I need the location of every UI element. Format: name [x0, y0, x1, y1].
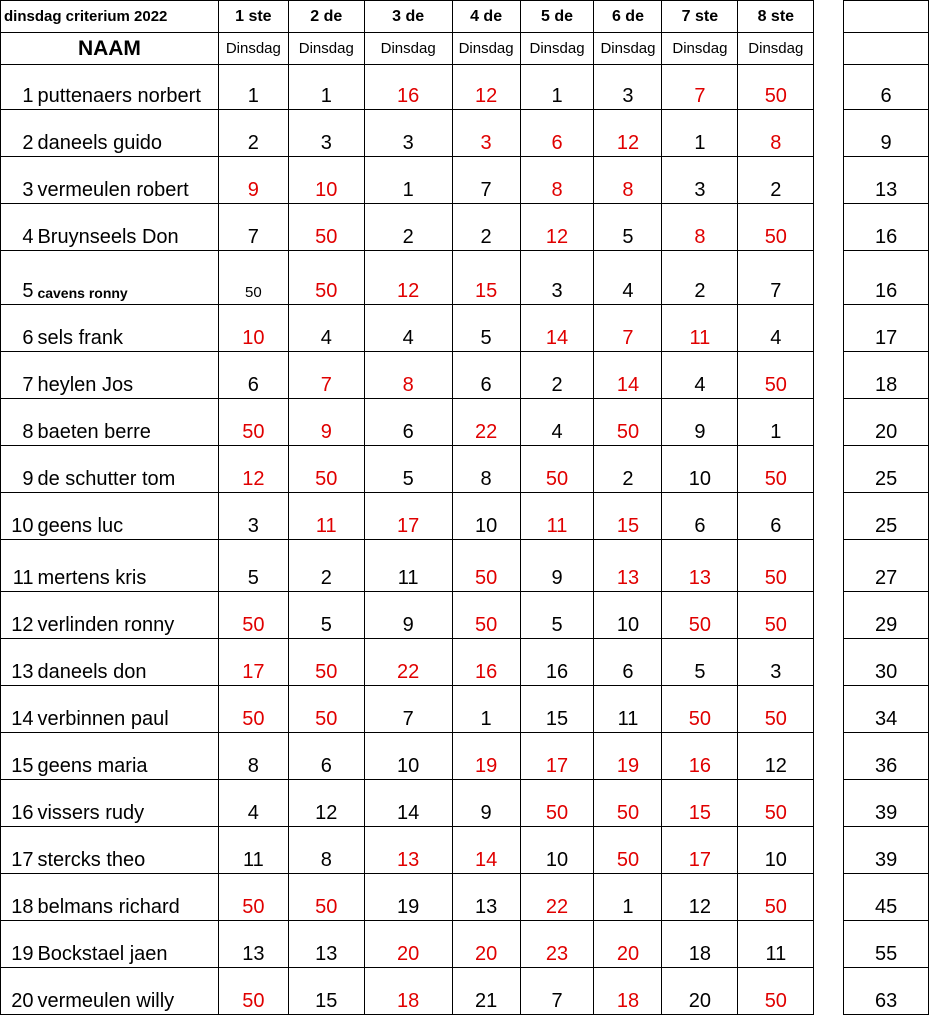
- day-header-4: Dinsdag: [452, 33, 520, 65]
- player-name[interactable]: daneels don: [34, 639, 218, 686]
- score-round-8[interactable]: 50: [738, 780, 814, 827]
- score-round-5[interactable]: 10: [520, 827, 594, 874]
- score-round-6[interactable]: 19: [594, 733, 662, 780]
- player-name[interactable]: belmans richard: [34, 874, 218, 921]
- score-round-6[interactable]: 1: [594, 874, 662, 921]
- rank-number[interactable]: 4: [1, 204, 35, 251]
- score-round-2[interactable]: 7: [288, 352, 364, 399]
- score-round-2[interactable]: 2: [288, 540, 364, 592]
- score-round-4[interactable]: 15: [452, 251, 520, 305]
- score-round-2[interactable]: 15: [288, 968, 364, 1015]
- rank-number[interactable]: 1: [1, 65, 35, 110]
- table-row: [1, 780, 929, 827]
- score-round-6[interactable]: 6: [594, 639, 662, 686]
- spacer-cell: [814, 33, 844, 65]
- spacer-cell: [814, 639, 844, 686]
- table-row: [1, 540, 929, 592]
- score-round-5[interactable]: 6: [520, 110, 594, 157]
- rank-number[interactable]: 10: [1, 493, 35, 540]
- rank-number[interactable]: 18: [1, 874, 35, 921]
- total-score[interactable]: 25: [844, 493, 929, 540]
- spacer-cell: [814, 157, 844, 204]
- score-round-2[interactable]: 50: [288, 686, 364, 733]
- score-round-2[interactable]: 13: [288, 921, 364, 968]
- score-round-4[interactable]: 3: [452, 110, 520, 157]
- score-round-3[interactable]: 17: [364, 493, 452, 540]
- score-round-7[interactable]: 5: [662, 639, 738, 686]
- score-round-2[interactable]: 9: [288, 399, 364, 446]
- total-score[interactable]: 6: [844, 65, 929, 110]
- rank-number[interactable]: 19: [1, 921, 35, 968]
- score-round-3[interactable]: 10: [364, 733, 452, 780]
- score-round-4[interactable]: 14: [452, 827, 520, 874]
- round-header-2: 2 de: [288, 1, 364, 33]
- rank-number[interactable]: 12: [1, 592, 35, 639]
- score-round-3[interactable]: 5: [364, 446, 452, 493]
- score-round-1[interactable]: 12: [218, 446, 288, 493]
- player-name[interactable]: Bruynseels Don: [34, 204, 218, 251]
- round-header-7: 7 ste: [662, 1, 738, 33]
- score-round-8[interactable]: 3: [738, 639, 814, 686]
- total-score[interactable]: 34: [844, 686, 929, 733]
- score-round-2[interactable]: 8: [288, 827, 364, 874]
- day-header-6: Dinsdag: [594, 33, 662, 65]
- score-round-1[interactable]: 13: [218, 921, 288, 968]
- score-round-1[interactable]: 2: [218, 110, 288, 157]
- score-round-6[interactable]: 18: [594, 968, 662, 1015]
- score-round-6[interactable]: 50: [594, 399, 662, 446]
- player-name[interactable]: puttenaers norbert: [34, 65, 218, 110]
- score-round-8[interactable]: 10: [738, 827, 814, 874]
- rank-number[interactable]: 15: [1, 733, 35, 780]
- score-round-5[interactable]: 17: [520, 733, 594, 780]
- score-round-1[interactable]: 50: [218, 968, 288, 1015]
- score-round-2[interactable]: 50: [288, 251, 364, 305]
- score-round-1[interactable]: 50: [218, 686, 288, 733]
- score-round-5[interactable]: 9: [520, 540, 594, 592]
- table-row: [1, 686, 929, 733]
- score-round-8[interactable]: 50: [738, 874, 814, 921]
- score-round-7[interactable]: 4: [662, 352, 738, 399]
- score-round-5[interactable]: 50: [520, 780, 594, 827]
- score-round-5[interactable]: 22: [520, 874, 594, 921]
- score-round-7[interactable]: 11: [662, 305, 738, 352]
- player-name[interactable]: vermeulen willy: [34, 968, 218, 1015]
- score-round-6[interactable]: 2: [594, 446, 662, 493]
- total-score[interactable]: 39: [844, 827, 929, 874]
- table-row: [1, 874, 929, 921]
- total-score[interactable]: 30: [844, 639, 929, 686]
- rank-number[interactable]: 20: [1, 968, 35, 1015]
- score-round-6[interactable]: 50: [594, 780, 662, 827]
- spacer-cell: [814, 305, 844, 352]
- sheet-title: dinsdag criterium 2022: [1, 1, 219, 33]
- rank-number[interactable]: 11: [1, 540, 35, 592]
- player-name[interactable]: verbinnen paul: [34, 686, 218, 733]
- total-score[interactable]: 25: [844, 446, 929, 493]
- score-round-4[interactable]: 50: [452, 592, 520, 639]
- rank-number[interactable]: 3: [1, 157, 35, 204]
- score-round-5[interactable]: 50: [520, 446, 594, 493]
- table-row: [1, 592, 929, 639]
- score-round-8[interactable]: 11: [738, 921, 814, 968]
- player-name[interactable]: baeten berre: [34, 399, 218, 446]
- score-round-2[interactable]: 50: [288, 204, 364, 251]
- rank-number[interactable]: 7: [1, 352, 35, 399]
- score-round-3[interactable]: 1: [364, 157, 452, 204]
- score-round-7[interactable]: 50: [662, 592, 738, 639]
- score-round-4[interactable]: 19: [452, 733, 520, 780]
- rank-number[interactable]: 9: [1, 446, 35, 493]
- score-round-1[interactable]: 17: [218, 639, 288, 686]
- score-round-8[interactable]: 1: [738, 399, 814, 446]
- score-round-1[interactable]: 11: [218, 827, 288, 874]
- score-round-6[interactable]: 20: [594, 921, 662, 968]
- day-header-1: Dinsdag: [218, 33, 288, 65]
- score-round-2[interactable]: 5: [288, 592, 364, 639]
- score-round-3[interactable]: 4: [364, 305, 452, 352]
- player-name[interactable]: geens luc: [34, 493, 218, 540]
- score-round-5[interactable]: 8: [520, 157, 594, 204]
- score-round-8[interactable]: 50: [738, 968, 814, 1015]
- score-round-7[interactable]: 20: [662, 968, 738, 1015]
- score-round-3[interactable]: 2: [364, 204, 452, 251]
- rank-number[interactable]: 17: [1, 827, 35, 874]
- score-round-2[interactable]: 12: [288, 780, 364, 827]
- score-round-5[interactable]: 11: [520, 493, 594, 540]
- score-round-1[interactable]: 8: [218, 733, 288, 780]
- table-row: [1, 157, 929, 204]
- total-score[interactable]: 9: [844, 110, 929, 157]
- rank-number[interactable]: 13: [1, 639, 35, 686]
- table-row: [1, 493, 929, 540]
- spacer-cell: [814, 921, 844, 968]
- score-round-8[interactable]: 50: [738, 446, 814, 493]
- score-round-5[interactable]: 1: [520, 65, 594, 110]
- spacer-cell: [814, 827, 844, 874]
- score-round-2[interactable]: 3: [288, 110, 364, 157]
- score-round-2[interactable]: 50: [288, 874, 364, 921]
- score-round-3[interactable]: 22: [364, 639, 452, 686]
- spacer-cell: [814, 110, 844, 157]
- table-row: [1, 399, 929, 446]
- table-row: [1, 446, 929, 493]
- score-round-4[interactable]: 2: [452, 204, 520, 251]
- rank-number[interactable]: 2: [1, 110, 35, 157]
- score-round-5[interactable]: 16: [520, 639, 594, 686]
- score-round-7[interactable]: 3: [662, 157, 738, 204]
- total-score[interactable]: 63: [844, 968, 929, 1015]
- score-round-5[interactable]: 12: [520, 204, 594, 251]
- score-round-7[interactable]: 13: [662, 540, 738, 592]
- table-row: [1, 639, 929, 686]
- rank-number[interactable]: 6: [1, 305, 35, 352]
- player-name[interactable]: sels frank: [34, 305, 218, 352]
- table-row: [1, 352, 929, 399]
- round-header-5: 5 de: [520, 1, 594, 33]
- score-round-3[interactable]: 18: [364, 968, 452, 1015]
- total-score[interactable]: 55: [844, 921, 929, 968]
- score-round-5[interactable]: 2: [520, 352, 594, 399]
- score-round-3[interactable]: 19: [364, 874, 452, 921]
- score-round-3[interactable]: 9: [364, 592, 452, 639]
- player-name[interactable]: de schutter tom: [34, 446, 218, 493]
- score-round-3[interactable]: 3: [364, 110, 452, 157]
- score-round-7[interactable]: 15: [662, 780, 738, 827]
- score-round-6[interactable]: 4: [594, 251, 662, 305]
- score-round-2[interactable]: 1: [288, 65, 364, 110]
- total-score[interactable]: 20: [844, 399, 929, 446]
- day-header-5: Dinsdag: [520, 33, 594, 65]
- score-round-6[interactable]: 12: [594, 110, 662, 157]
- score-round-3[interactable]: 6: [364, 399, 452, 446]
- score-round-4[interactable]: 13: [452, 874, 520, 921]
- score-round-2[interactable]: 10: [288, 157, 364, 204]
- score-round-1[interactable]: 9: [218, 157, 288, 204]
- table-row: [1, 110, 929, 157]
- table-row: [1, 827, 929, 874]
- day-header-3: Dinsdag: [364, 33, 452, 65]
- total-header: [844, 1, 929, 33]
- spacer-cell: [814, 592, 844, 639]
- score-round-3[interactable]: 20: [364, 921, 452, 968]
- score-round-1[interactable]: 4: [218, 780, 288, 827]
- player-name[interactable]: verlinden ronny: [34, 592, 218, 639]
- score-round-4[interactable]: 8: [452, 446, 520, 493]
- score-round-1[interactable]: 50: [218, 399, 288, 446]
- spacer-cell: [814, 446, 844, 493]
- score-round-8[interactable]: 6: [738, 493, 814, 540]
- score-round-3[interactable]: 13: [364, 827, 452, 874]
- score-round-5[interactable]: 15: [520, 686, 594, 733]
- player-name[interactable]: mertens kris: [34, 540, 218, 592]
- table-row: [1, 251, 929, 305]
- score-round-1[interactable]: 5: [218, 540, 288, 592]
- spacer-cell: [814, 493, 844, 540]
- total-score[interactable]: 16: [844, 204, 929, 251]
- table-row: [1, 733, 929, 780]
- player-name[interactable]: Bockstael jaen: [34, 921, 218, 968]
- spacer-cell: [814, 780, 844, 827]
- day-header-2: Dinsdag: [288, 33, 364, 65]
- score-round-2[interactable]: 4: [288, 305, 364, 352]
- score-round-5[interactable]: 7: [520, 968, 594, 1015]
- score-round-3[interactable]: 16: [364, 65, 452, 110]
- score-round-8[interactable]: 8: [738, 110, 814, 157]
- header-row-days: [1, 33, 929, 65]
- spacer-cell: [814, 540, 844, 592]
- score-round-2[interactable]: 11: [288, 493, 364, 540]
- score-round-4[interactable]: 10: [452, 493, 520, 540]
- score-round-7[interactable]: 50: [662, 686, 738, 733]
- rank-number[interactable]: 8: [1, 399, 35, 446]
- score-round-7[interactable]: 10: [662, 446, 738, 493]
- score-round-4[interactable]: 16: [452, 639, 520, 686]
- score-round-1[interactable]: 7: [218, 204, 288, 251]
- score-round-6[interactable]: 15: [594, 493, 662, 540]
- score-round-4[interactable]: 6: [452, 352, 520, 399]
- score-round-8[interactable]: 50: [738, 686, 814, 733]
- score-round-2[interactable]: 50: [288, 446, 364, 493]
- score-round-8[interactable]: 50: [738, 204, 814, 251]
- round-header-6: 6 de: [594, 1, 662, 33]
- table-row: [1, 204, 929, 251]
- score-round-6[interactable]: 8: [594, 157, 662, 204]
- spacer-cell: [814, 251, 844, 305]
- score-round-8[interactable]: 50: [738, 592, 814, 639]
- naam-header: NAAM: [1, 33, 219, 65]
- total-score[interactable]: 29: [844, 592, 929, 639]
- day-header-7: Dinsdag: [662, 33, 738, 65]
- score-round-6[interactable]: 3: [594, 65, 662, 110]
- player-name[interactable]: vissers rudy: [34, 780, 218, 827]
- score-round-7[interactable]: 8: [662, 204, 738, 251]
- score-round-6[interactable]: 10: [594, 592, 662, 639]
- score-round-4[interactable]: 50: [452, 540, 520, 592]
- player-name[interactable]: vermeulen robert: [34, 157, 218, 204]
- rank-number[interactable]: 5: [1, 251, 35, 305]
- round-header-8: 8 ste: [738, 1, 814, 33]
- score-round-8[interactable]: 7: [738, 251, 814, 305]
- table-row: [1, 305, 929, 352]
- score-round-1[interactable]: 6: [218, 352, 288, 399]
- score-round-8[interactable]: 4: [738, 305, 814, 352]
- score-round-7[interactable]: 2: [662, 251, 738, 305]
- score-round-7[interactable]: 17: [662, 827, 738, 874]
- score-round-4[interactable]: 7: [452, 157, 520, 204]
- total-score[interactable]: 45: [844, 874, 929, 921]
- total-score[interactable]: 39: [844, 780, 929, 827]
- score-round-3[interactable]: 7: [364, 686, 452, 733]
- score-round-8[interactable]: 12: [738, 733, 814, 780]
- score-round-4[interactable]: 21: [452, 968, 520, 1015]
- spacer-cell: [814, 399, 844, 446]
- score-round-5[interactable]: 4: [520, 399, 594, 446]
- player-name[interactable]: daneels guido: [34, 110, 218, 157]
- score-round-4[interactable]: 1: [452, 686, 520, 733]
- score-round-7[interactable]: 9: [662, 399, 738, 446]
- round-header-3: 3 de: [364, 1, 452, 33]
- score-round-6[interactable]: 7: [594, 305, 662, 352]
- score-round-7[interactable]: 6: [662, 493, 738, 540]
- total-subheader: [844, 33, 929, 65]
- total-score[interactable]: 27: [844, 540, 929, 592]
- score-round-7[interactable]: 18: [662, 921, 738, 968]
- rank-number[interactable]: 16: [1, 780, 35, 827]
- rank-number[interactable]: 14: [1, 686, 35, 733]
- score-round-5[interactable]: 14: [520, 305, 594, 352]
- score-round-5[interactable]: 5: [520, 592, 594, 639]
- score-round-3[interactable]: 11: [364, 540, 452, 592]
- round-header-4: 4 de: [452, 1, 520, 33]
- score-round-4[interactable]: 12: [452, 65, 520, 110]
- player-name[interactable]: geens maria: [34, 733, 218, 780]
- spacer-cell: [814, 686, 844, 733]
- day-header-8: Dinsdag: [738, 33, 814, 65]
- table-row: [1, 921, 929, 968]
- spacer-cell: [814, 65, 844, 110]
- score-round-1[interactable]: 50: [218, 874, 288, 921]
- total-score[interactable]: 18: [844, 352, 929, 399]
- total-score[interactable]: 16: [844, 251, 929, 305]
- player-name[interactable]: cavens ronny: [34, 251, 218, 305]
- player-name[interactable]: heylen Jos: [34, 352, 218, 399]
- player-name[interactable]: stercks theo: [34, 827, 218, 874]
- score-round-1[interactable]: 50: [218, 592, 288, 639]
- score-round-4[interactable]: 20: [452, 921, 520, 968]
- score-round-3[interactable]: 14: [364, 780, 452, 827]
- score-round-6[interactable]: 11: [594, 686, 662, 733]
- score-round-8[interactable]: 50: [738, 352, 814, 399]
- score-round-5[interactable]: 23: [520, 921, 594, 968]
- score-round-7[interactable]: 16: [662, 733, 738, 780]
- total-score[interactable]: 17: [844, 305, 929, 352]
- table-row: [1, 65, 929, 110]
- score-round-8[interactable]: 50: [738, 540, 814, 592]
- spacer-cell: [814, 968, 844, 1015]
- score-round-8[interactable]: 2: [738, 157, 814, 204]
- score-round-7[interactable]: 12: [662, 874, 738, 921]
- spacer-cell: [814, 204, 844, 251]
- score-round-5[interactable]: 3: [520, 251, 594, 305]
- total-score[interactable]: 36: [844, 733, 929, 780]
- score-round-7[interactable]: 7: [662, 65, 738, 110]
- score-round-6[interactable]: 50: [594, 827, 662, 874]
- score-round-4[interactable]: 5: [452, 305, 520, 352]
- score-round-2[interactable]: 6: [288, 733, 364, 780]
- score-round-6[interactable]: 13: [594, 540, 662, 592]
- spacer-cell: [814, 874, 844, 921]
- score-round-1[interactable]: 50: [218, 251, 288, 305]
- score-round-6[interactable]: 14: [594, 352, 662, 399]
- score-round-1[interactable]: 10: [218, 305, 288, 352]
- header-row-rounds: [1, 1, 929, 33]
- spacer-cell: [814, 733, 844, 780]
- score-round-3[interactable]: 8: [364, 352, 452, 399]
- table-row: [1, 968, 929, 1015]
- total-score[interactable]: 13: [844, 157, 929, 204]
- score-round-6[interactable]: 5: [594, 204, 662, 251]
- score-round-1[interactable]: 3: [218, 493, 288, 540]
- score-round-2[interactable]: 50: [288, 639, 364, 686]
- spacer-cell: [814, 352, 844, 399]
- score-round-4[interactable]: 22: [452, 399, 520, 446]
- score-round-3[interactable]: 12: [364, 251, 452, 305]
- score-round-7[interactable]: 1: [662, 110, 738, 157]
- spacer-cell: [814, 1, 844, 33]
- round-header-1: 1 ste: [218, 1, 288, 33]
- score-round-4[interactable]: 9: [452, 780, 520, 827]
- score-round-1[interactable]: 1: [218, 65, 288, 110]
- score-round-8[interactable]: 50: [738, 65, 814, 110]
